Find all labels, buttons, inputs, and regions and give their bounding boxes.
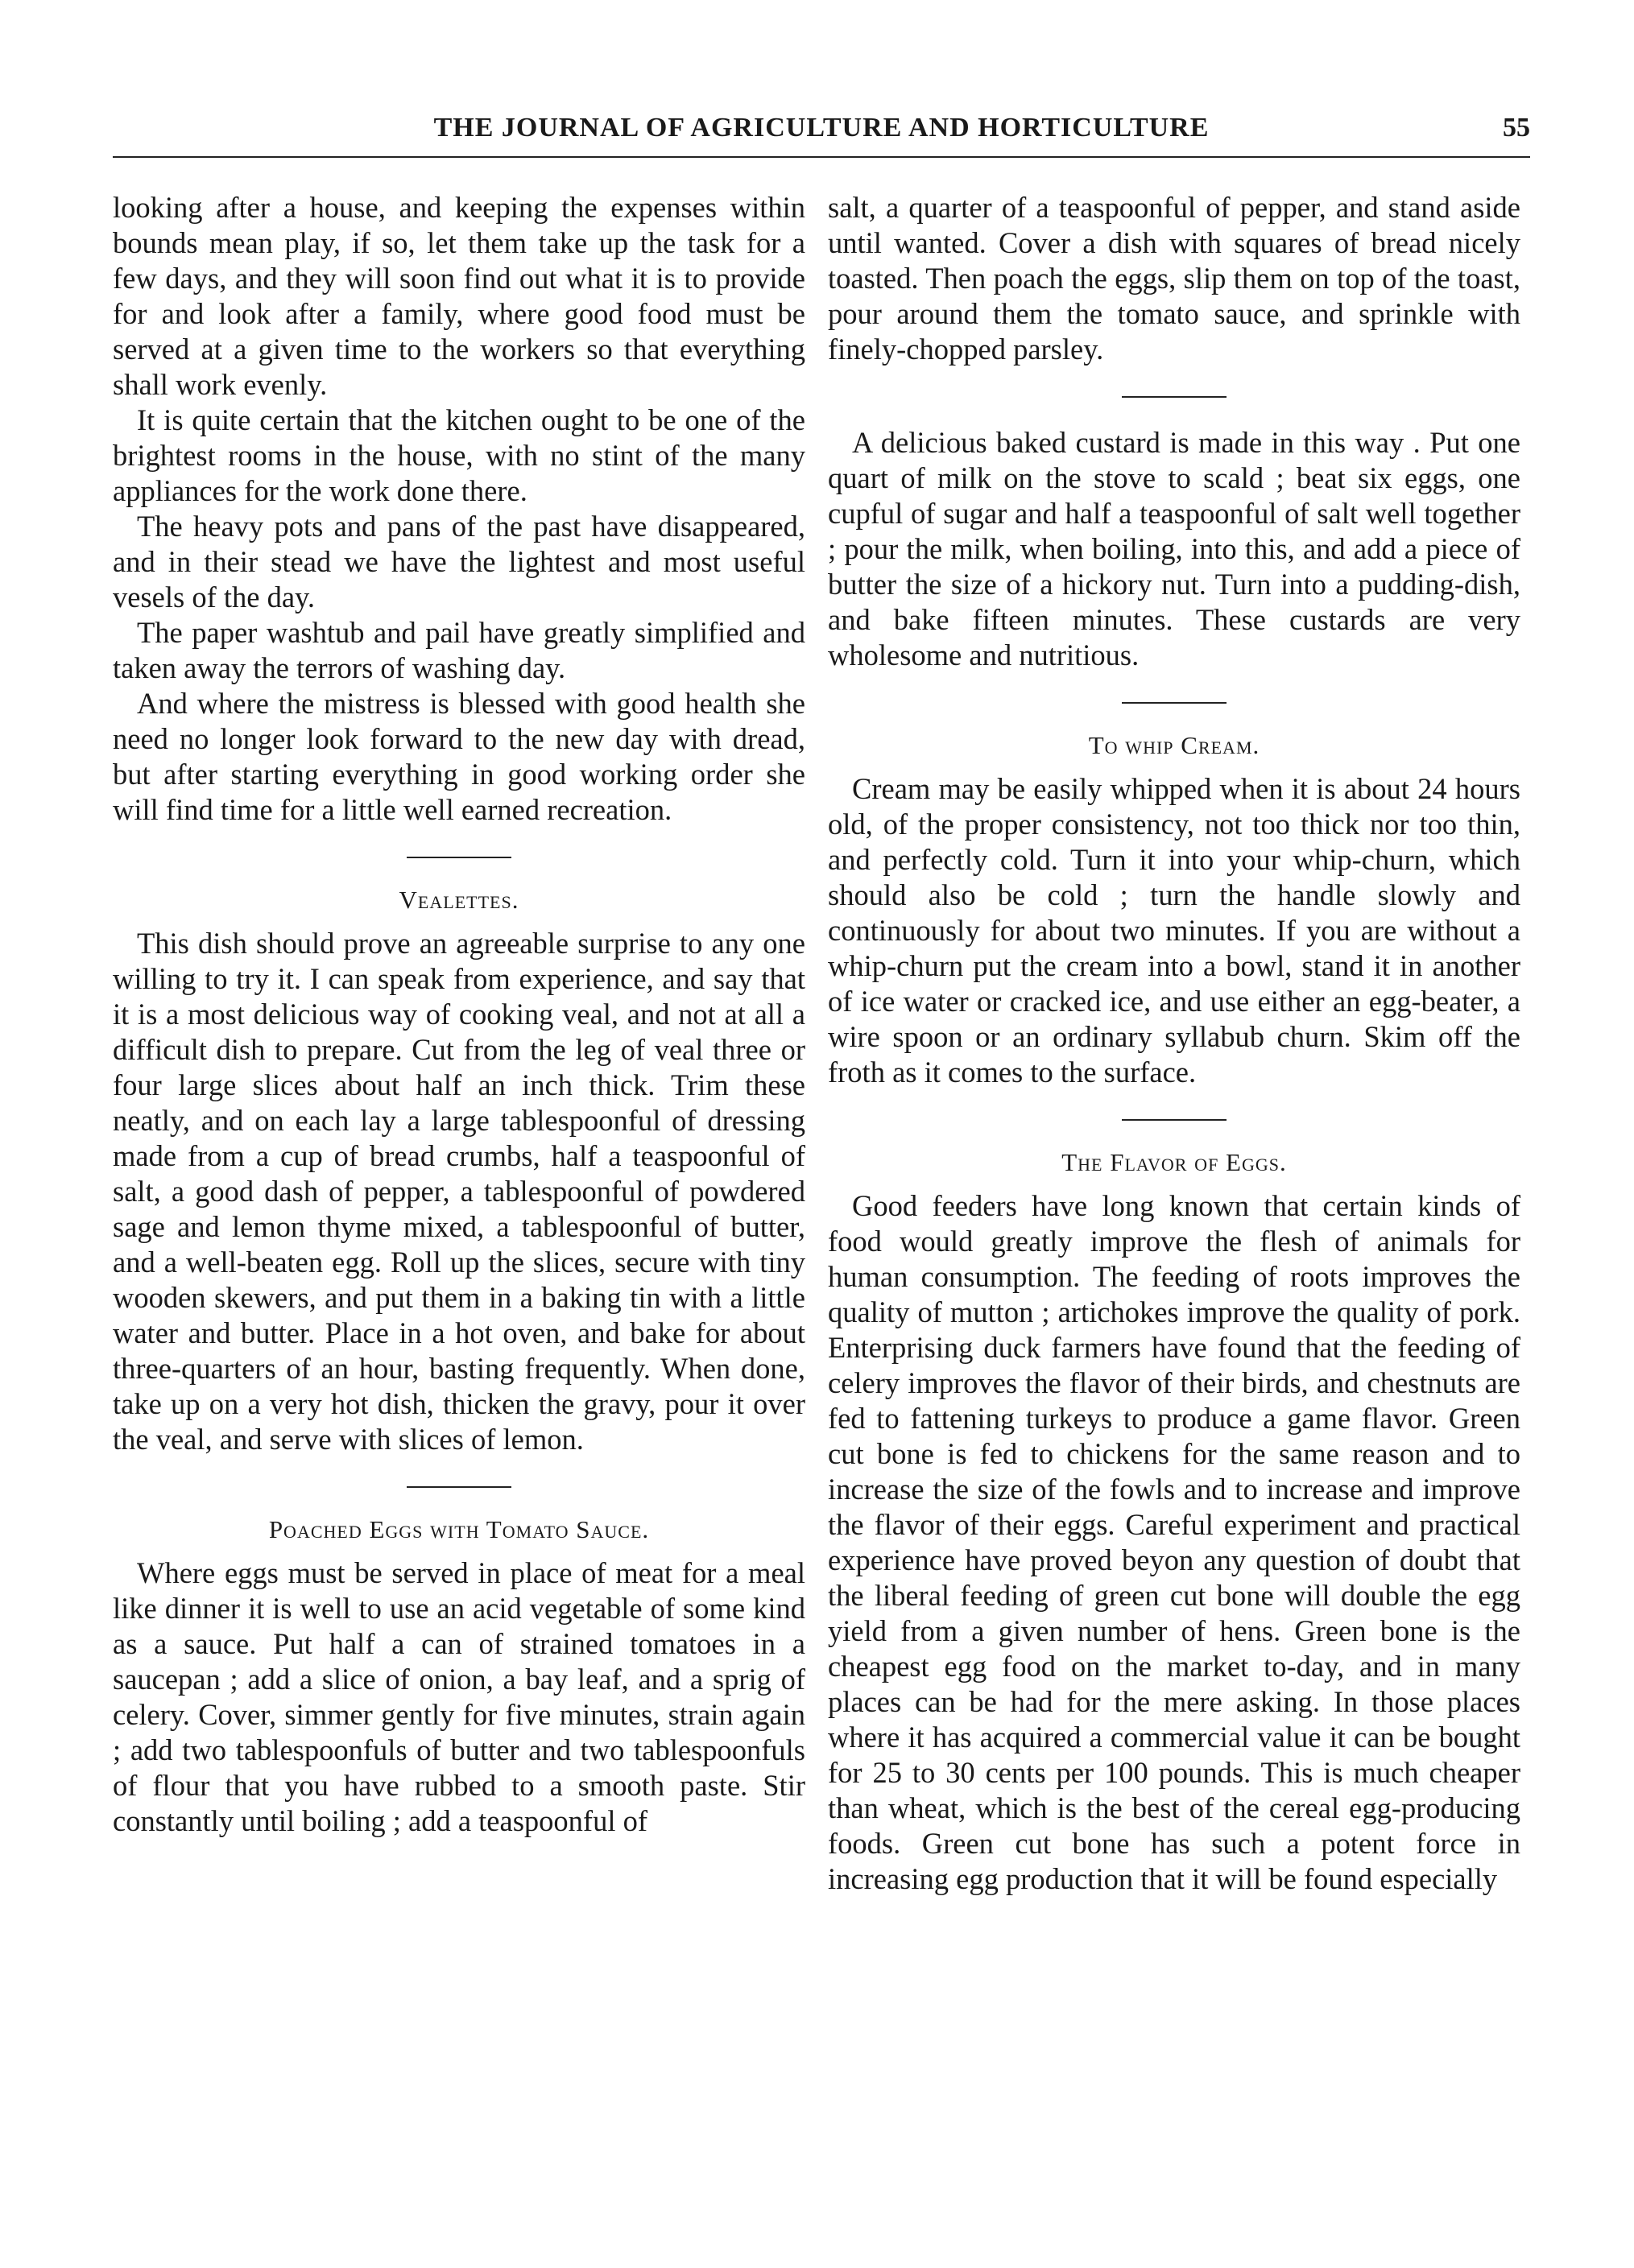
running-header xyxy=(113,113,1530,158)
mistress-paragraph: And where the mistress is blessed with good health she need no longer look forward to the new day with dread, but after starting everything in good working order she will find time for a little well earned recreation. xyxy=(113,687,805,826)
whip-cream-recipe: Cream may be easily whipped when it is about 24 hours old, of the proper consistency, not too thick nor too thin, and perfectly cold. Turn it into your whip-churn, which should also be cold ; turn the handle slowly and continuously for about two minutes. If you are without a whip-churn put the cream into a bowl, stand it in another of ice water or cracked ice, and use either an egg-beater, a wire spoon or an ordinary syllabub churn. Skim off the froth as it comes to the surface. xyxy=(828,772,1520,1089)
section-divider xyxy=(407,857,511,858)
section-divider xyxy=(1122,1119,1227,1121)
pots-paragraph: The heavy pots and pans of the past have disappeared, and in their stead we have the lightest and most useful vesels of the day. xyxy=(113,510,805,613)
right-column xyxy=(828,190,1520,1897)
left-column xyxy=(113,190,805,1839)
washtub-paragraph: The paper washtub and pail have greatly simplified and taken away the terrors of washing day. xyxy=(113,616,805,684)
poached-eggs-continued: salt, a quarter of a teaspoonful of pepper, and stand aside until wanted. Cover a dish with squares of bread nicely toasted. Then poach the eggs, slip them on top of the toast, pour around them the tomato sauce, and sprinkle with finely-chopped parsley. xyxy=(828,191,1520,366)
section-divider xyxy=(1122,396,1227,398)
flavor-eggs-heading: The Flavor of Eggs. xyxy=(1061,1148,1287,1176)
page-number: 55 xyxy=(1503,113,1530,143)
whip-cream-heading: To whip Cream. xyxy=(1088,731,1260,759)
vealettes-recipe: This dish should prove an agreeable surprise to any one willing to try it. I can speak from experience, and say that it is a most delicious way of cooking veal, and not at all a difficult dish to prepare. Cut from the leg of veal three or four large slices about half an inch thick. Trim these neatly, and on each lay a large tablespoonful of dressing made from a cup of bread crumbs, half a teaspoonful of salt, a good dash of pepper, a tablespoonful of powdered sage and lemon thyme mixed, a tablespoonful of butter, and a well-beaten egg. Roll up the slices, secure with tiny wooden skewers, and put them in a baking tin with a little water and butter. Place in a hot oven, and bake for about three-quarters of an hour, basting frequently. When done, take up on a very hot dish, thicken the gravy, pour it over the veal, and serve with slices of lemon. xyxy=(113,927,805,1456)
custard-recipe: A delicious baked custard is made in this way . Put one quart of milk on the stove to scald ; beat six eggs, one cupful of sugar and half a teaspoonful of salt well together ; pour the milk, when boiling, into this, and add a piece of butter the size of a hickory nut. Turn into a pudding-dish, and bake fifteen minutes. These custards are very wholesome and nutritious. xyxy=(828,426,1520,671)
poached-eggs-heading: Poached Eggs with Tomato Sauce. xyxy=(268,1515,650,1543)
kitchen-paragraph: It is quite certain that the kitchen ought to be one of the brightest rooms in the house, with no stint of the many appliances for the work done there. xyxy=(113,403,805,507)
flavor-eggs-article: Good feeders have long known that certain kinds of food would greatly improve the flesh of animals for human consumption. The feeding of roots improves the quality of mutton ; artichokes improve the quality of pork. Enterprising duck farmers have found that the feeding of celery improves the flavor of their birds, and chestnuts are fed to fattening turkeys to produce a game flavor. Green cut bone is fed to chickens for the same reason and to increase the size of the fowls and to increase and improve the flavor of their eggs. Careful experiment and practical experience have proved beyon any question of doubt that the liberal feeding of green cut bone will double the egg yield from a given number of hens. Green bone is the cheapest egg food on the market to-day, and in many places can be had for the mere asking. In those places where it has acquired a commercial value it can be bought for 25 to 30 cents per 100 pounds. This is much cheaper than wheat, which is the best of the cereal egg-producing foods. Green cut bone has such a potent force in increasing egg production that it will be found especially xyxy=(828,1189,1520,1895)
section-divider xyxy=(1122,702,1227,704)
poached-eggs-recipe: Where eggs must be served in place of meat for a meal like dinner it is well to use an acid vegetable of some kind as a sauce. Put half a can of strained tomatoes in a saucepan ; add a slice of onion, a bay leaf, and a sprig of celery. Cover, simmer gently for five minutes, strain again ; add two tablespoonfuls of butter and two tablespoonfuls of flour that you have rubbed to a smooth paste. Stir constantly until boiling ; add a teaspoonful of xyxy=(113,1556,805,1837)
section-divider xyxy=(407,1486,511,1488)
continued-paragraph: looking after a house, and keeping the expenses within bounds mean play, if so, let them take up the task for a few days, and they will soon find out what it is to provide for and look after a family, where good food must be served at a given time to the workers so that everything shall work evenly. xyxy=(113,191,805,401)
journal-title: THE JOURNAL OF AGRICULTURE AND HORTICULTURE xyxy=(433,113,1210,143)
vealettes-heading: Vealettes. xyxy=(399,886,519,914)
